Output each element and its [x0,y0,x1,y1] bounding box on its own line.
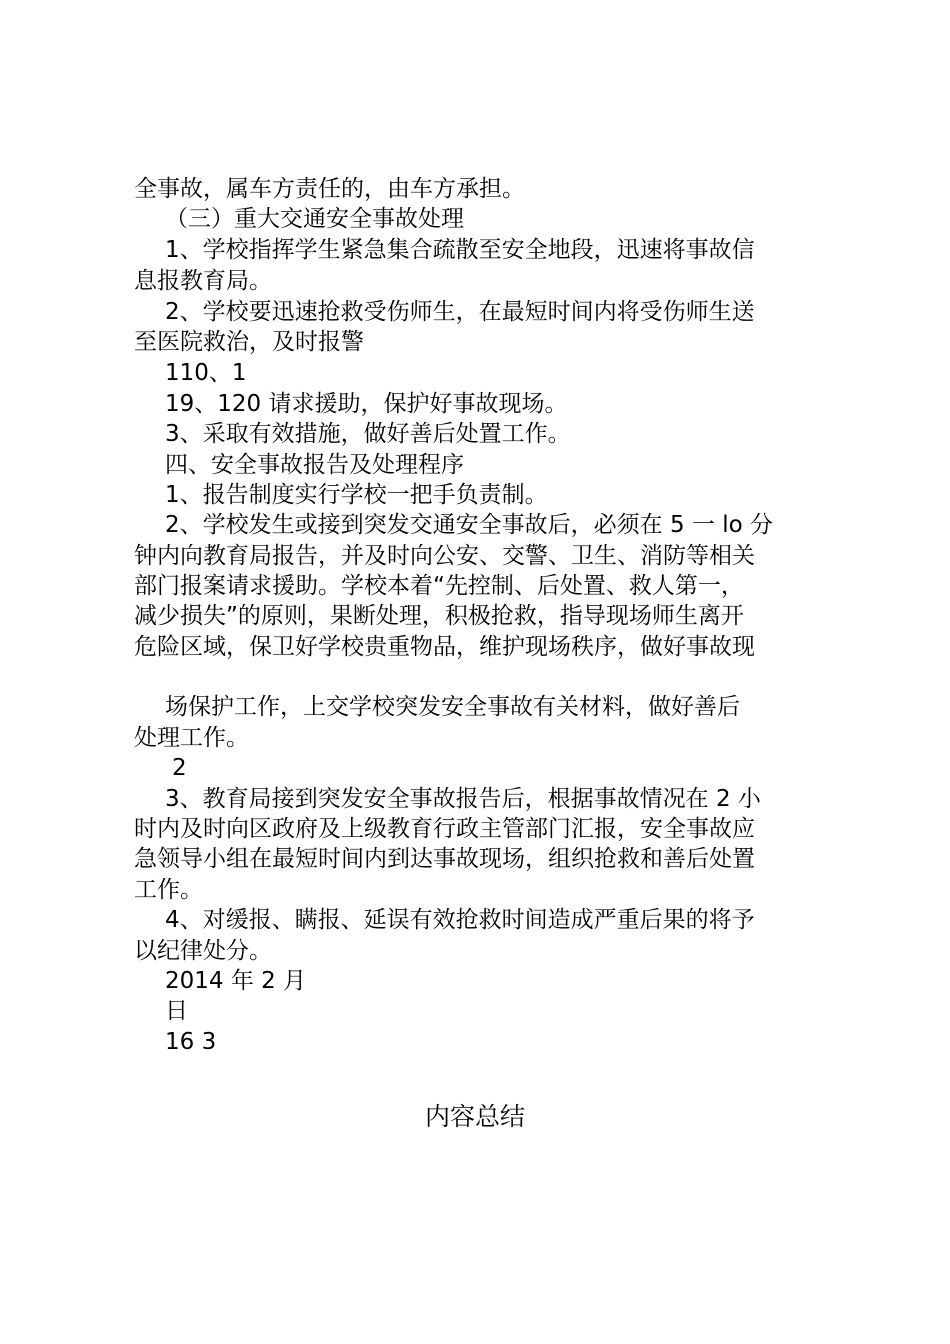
text-line: 3、教育局接到突发安全事故报告后，根据事故情况在 2 小 [165,786,761,812]
text-line: 息报教育局。 [134,268,272,294]
date-line: 日 [165,998,188,1024]
section-heading: （三）重大交通安全事故处理 [165,206,464,232]
text-line: 钟内向教育局报告，并及时向公安、交警、卫生、消防等相关 [134,543,755,569]
text-line: 减少损失”的原则，果断处理，积极抢救，指导现场师生离开 [134,603,744,629]
text-line: 1、报告制度实行学校一把手负责制。 [165,482,548,508]
page-number: 2 [172,755,187,781]
date-line: 2014 年 2 月 [165,968,307,994]
text-line: 110、1 [165,360,247,386]
text-line: 场保护工作，上交学校突发安全事故有关材料，做好善后 [165,694,740,720]
text-line: 部门报案请求援助。学校本着“先控制、后处置、救人第一， [134,573,744,599]
text-line: 2、学校要迅速抢救受伤师生，在最短时间内将受伤师生送 [165,299,755,325]
summary-title: 内容总结 [424,1102,525,1131]
text-line: 急领导小组在最短时间内到达事故现场，组织抢救和善后处置 [134,846,755,872]
text-line: 3、采取有效措施，做好善后处置工作。 [165,421,571,447]
text-line: 1、学校指挥学生紧急集合疏散至安全地段，迅速将事故信 [165,237,755,263]
section-heading: 四、安全事故报告及处理程序 [165,452,464,478]
text-line: 2、学校发生或接到突发交通安全事故后，必须在 5 一 lo 分 [165,512,773,538]
text-line: 至医院救治，及时报警 [134,329,364,355]
text-line: 以纪律处分。 [134,938,272,964]
text-line: 危险区域，保卫好学校贵重物品，维护现场秩序，做好事故现 [134,634,755,660]
text-line: 4、对缓报、瞒报、延误有效抢救时间造成严重后果的将予 [165,907,755,933]
text-line: 工作。 [134,877,203,903]
text-line: 处理工作。 [134,725,249,751]
date-line: 16 3 [165,1029,217,1055]
text-line: 全事故，属车方责任的，由车方承担。 [134,176,525,202]
text-line: 时内及时向区政府及上级教育行政主管部门汇报，安全事故应 [134,816,755,842]
text-line: 19、120 请求援助，保护好事故现场。 [165,391,568,417]
